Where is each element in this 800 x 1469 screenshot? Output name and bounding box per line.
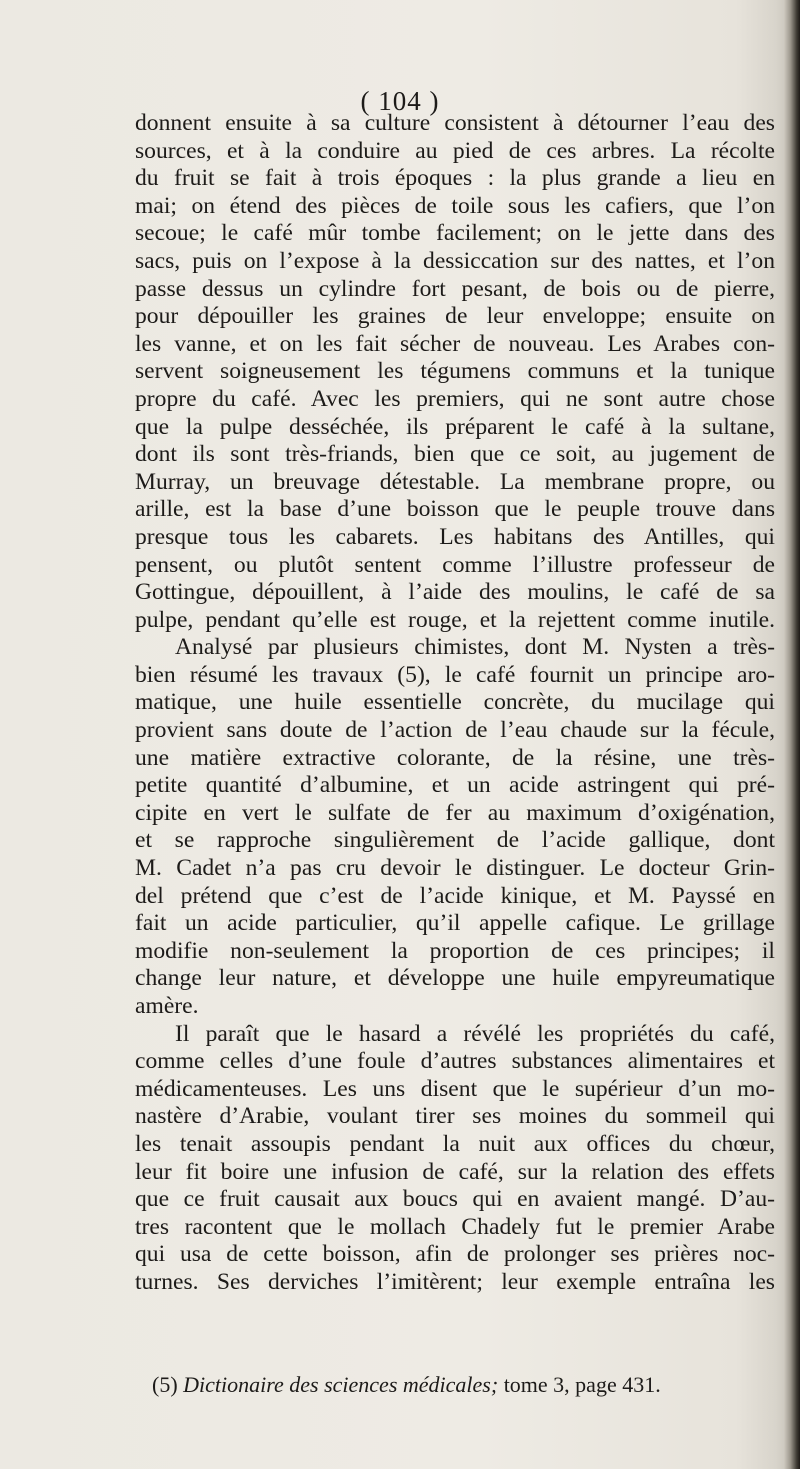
- text-line: sacs, puis on l’expose à la dessiccation sur des nattes, et l’on: [135, 247, 775, 274]
- text-line: matique, une huile essentielle concrète, du mucilage qui: [135, 689, 775, 716]
- text-line: que la pulpe desséchée, ils préparent le café à la sultane,: [135, 413, 775, 440]
- paragraph-start-line: Il paraît que le hasard a révélé les propriétés du café,: [175, 1020, 775, 1047]
- text-line: donnent ensuite à sa culture consistent à détourner l’eau des: [135, 110, 775, 136]
- text-line: change leur nature, et développe une huile empyreumatique: [135, 965, 775, 992]
- text-line: et se rapproche singulièrement de l’acide gallique, dont: [135, 827, 775, 854]
- body-text: [135, 110, 775, 1297]
- text-line: passe dessus un cylindre fort pesant, de bois ou de pierre,: [135, 275, 775, 302]
- footnote-reference: tome 3, page 431.: [503, 1372, 661, 1397]
- text-line: les vanne, et on les fait sécher de nouveau. Les Arabes con-: [135, 330, 775, 357]
- footnote-title: Dictionaire des sciences médicales;: [183, 1372, 499, 1397]
- text-line: cipite en vert le sulfate de fer au maximum d’oxigénation,: [135, 799, 775, 826]
- text-line: qui usa de cette boisson, afin de prolonger ses prières noc-: [135, 1241, 775, 1268]
- text-line: Murray, un breuvage détestable. La membrane propre, ou: [135, 468, 775, 495]
- text-line: fait un acide particulier, qu’il appelle cafique. Le grillage: [135, 910, 775, 937]
- page-number-header: ( 104 ): [360, 86, 440, 116]
- text-line: les tenait assoupis pendant la nuit aux offices du chœur,: [135, 1130, 775, 1157]
- paragraph-end-line: amère.: [135, 993, 199, 1019]
- text-line: dont ils sont très-friands, bien que ce soit, au jugement de: [135, 441, 775, 468]
- text-line: presque tous les cabarets. Les habitans des Antilles, qui: [135, 523, 775, 550]
- footnote: [152, 1372, 772, 1398]
- text-line: turnes. Ses derviches l’imitèrent; leur exemple entraîna les: [135, 1268, 775, 1295]
- text-line: propre du café. Avec les premiers, qui ne sont autre chose: [135, 385, 775, 412]
- text-line: médicamenteuses. Les uns disent que le supérieur d’un mo-: [135, 1075, 775, 1102]
- text-line: petite quantité d’albumine, et un acide astringent qui pré-: [135, 772, 775, 799]
- text-line: pour dépouiller les graines de leur enveloppe; ensuite on: [135, 303, 775, 330]
- paragraph-start-line: Analysé par plusieurs chimistes, dont M. Nysten a très-: [175, 634, 775, 661]
- text-line: secoue; le café mûr tombe facilement; on le jette dans des: [135, 220, 775, 247]
- text-line: modifie non-seulement la proportion de ces principes; il: [135, 937, 775, 964]
- text-line: del prétend que c’est de l’acide kinique, et M. Payssé en: [135, 882, 775, 909]
- text-line: M. Cadet n’a pas cru devoir le distinguer. Le docteur Grin-: [135, 855, 775, 882]
- text-line: que ce fruit causait aux boucs qui en avaient mangé. D’au-: [135, 1186, 775, 1213]
- text-line: comme celles d’une foule d’autres substances alimentaires et: [135, 1048, 775, 1075]
- page-binding-edge: [784, 0, 800, 1469]
- text-line: Gottingue, dépouillent, à l’aide des moulins, le café de sa: [135, 579, 775, 606]
- text-line: leur fit boire une infusion de café, sur la relation des effets: [135, 1158, 775, 1185]
- text-line: sources, et à la conduire au pied de ces arbres. La récolte: [135, 137, 775, 164]
- text-line: une matière extractive colorante, de la résine, une très-: [135, 744, 775, 771]
- text-line: tres racontent que le mollach Chadely fut le premier Arabe: [135, 1213, 775, 1240]
- text-line: provient sans doute de l’action de l’eau chaude sur la fécule,: [135, 717, 775, 744]
- text-line: bien résumé les travaux (5), le café fournit un principe aro-: [135, 661, 775, 688]
- text-line: servent soigneusement les tégumens communs et la tunique: [135, 358, 775, 385]
- footnote-number: (5): [152, 1372, 178, 1397]
- text-line: pensent, ou plutôt sentent comme l’illustre professeur de: [135, 551, 775, 578]
- text-line: nastère d’Arabie, voulant tirer ses moines du sommeil qui: [135, 1103, 775, 1130]
- text-line: mai; on étend des pièces de toile sous les cafiers, que l’on: [135, 192, 775, 219]
- text-line: arille, est la base d’une boisson que le peuple trouve dans: [135, 496, 775, 523]
- text-line: du fruit se fait à trois époques : la plus grande a lieu en: [135, 165, 775, 192]
- text-line: pulpe, pendant qu’elle est rouge, et la rejettent comme inutile.: [135, 606, 775, 633]
